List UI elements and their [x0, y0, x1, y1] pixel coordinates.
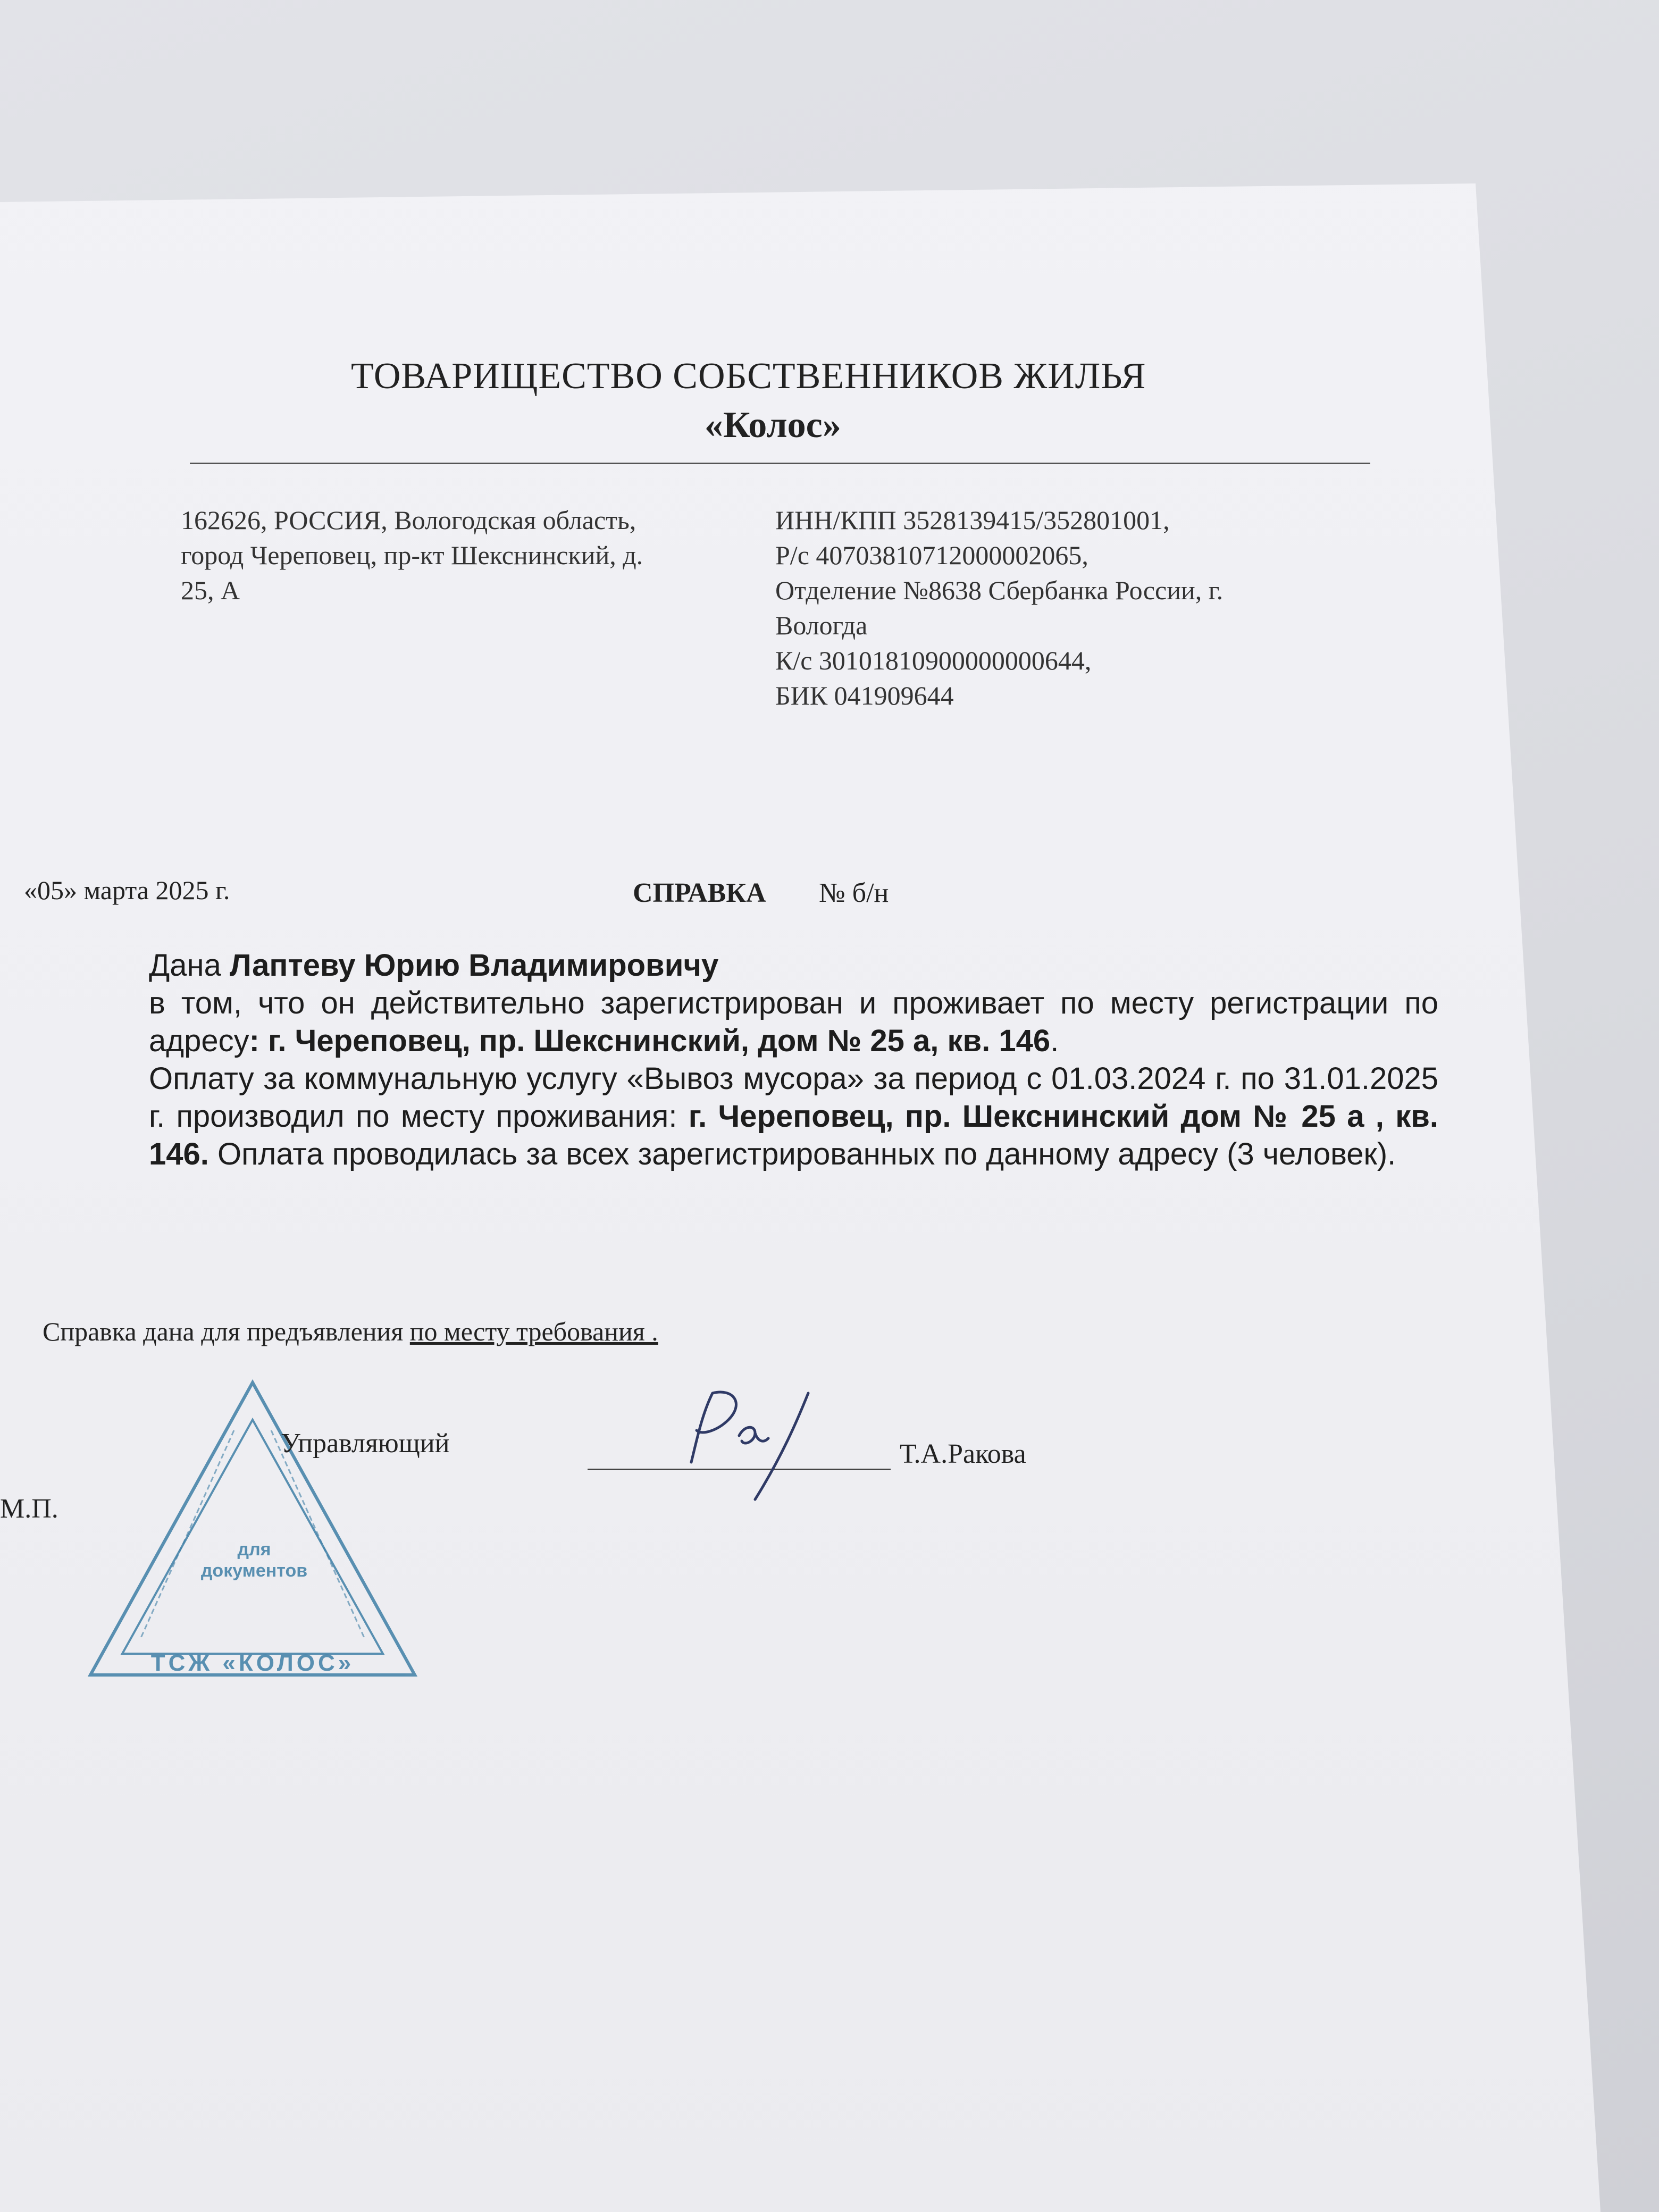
handwritten-signature [675, 1372, 845, 1505]
address-line: 25, А [181, 575, 240, 605]
stamp-org: ТСЖ «КОЛОС» [150, 1650, 355, 1676]
registration-text: в том, что он действительно зарегистрирован и проживает по месту регистрации по адресу [149, 986, 1438, 1058]
given-to-line [149, 946, 1438, 984]
org-short-name: «Колос» [705, 405, 841, 446]
period-mark: . [1050, 1024, 1059, 1058]
purpose-value: по месту требования . [409, 1317, 658, 1346]
document-date: «05» марта 2025 г. [24, 875, 230, 905]
header-divider [190, 463, 1370, 464]
org-address [181, 502, 723, 608]
manager-title: Управляющий [281, 1428, 450, 1459]
stamp-word1: для [237, 1539, 271, 1560]
registration-paragraph [149, 984, 1438, 1060]
document-title: СПРАВКА [633, 878, 766, 908]
purpose-label: Справка дана для предъявления [43, 1317, 410, 1346]
stamp-seal [80, 1372, 425, 1680]
org-name: ТОВАРИЩЕСТВО СОБСТВЕННИКОВ ЖИЛЬЯ [351, 356, 1146, 397]
seal-place-label: М.П. [0, 1494, 58, 1524]
given-to-label: Дана [149, 948, 230, 983]
bank-line: Отделение №8638 Сбербанка России, г. [775, 575, 1224, 605]
payment-text: Оплату за коммунальную услугу «Вывоз мусора» за период с 01.03.2024 г. по 31.01.2025 г. производил по месту проживания: [149, 1061, 1438, 1134]
document-number: № б/н [819, 878, 889, 908]
bank-line: Р/с 40703810712000002065, [775, 540, 1088, 570]
recipient-name: Лаптеву Юрию Владимировичу [229, 948, 719, 983]
address-line: 162626, РОССИЯ, Вологодская область, [181, 505, 636, 535]
stamp-word2: документов [200, 1561, 308, 1581]
bank-line: БИК 041909644 [775, 681, 954, 710]
bank-details [775, 502, 1360, 713]
payment-paragraph [149, 1060, 1438, 1173]
registration-address: : г. Череповец, пр. Шекснинский, дом № 25 а, кв. 146 [249, 1024, 1051, 1058]
signer-name: Т.А.Ракова [900, 1439, 1026, 1469]
address-line: город Череповец, пр-кт Шекснинский, д. [181, 540, 643, 570]
purpose-line [43, 1316, 658, 1347]
bank-line: Вологда [775, 610, 868, 640]
bank-line: К/с 30101810900000000644, [775, 646, 1092, 675]
bank-line: ИНН/КПП 3528139415/352801001, [775, 505, 1170, 535]
payment-note: Оплата проводилась за всех зарегистрированных по данному адресу (3 человек). [208, 1137, 1396, 1171]
payment-address: г. Череповец, пр. Шекснинский дом № 25 а , кв. 146. [149, 1099, 1438, 1171]
certificate-body [149, 946, 1438, 1173]
